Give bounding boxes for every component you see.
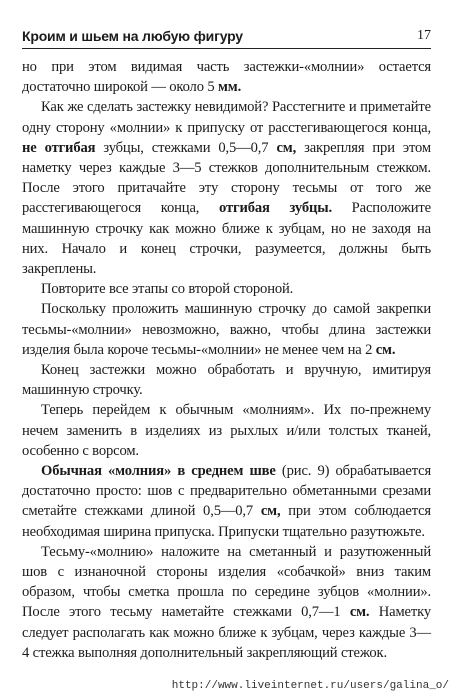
paragraph [22,299,431,360]
paragraph [22,97,431,279]
text-run: закрепляя при этом наметку через каждые 3—5 стежков дополнительным стежком. После этого притачайте эту сторону тесьмы от того же расстегивающегося конца, [22,139,431,217]
text-run: Поскольку проложить машинную строчку до самой закрепки тесьмы-«молнии» невозможно, важно, чтобы длина застежки изделия была короче тесьмы-«молнии» не менее чем на 2 [22,301,431,358]
text-run: при этом соблюдается необходимая ширина припуска. Припуски тщательно разутюжьте. [22,503,431,540]
bold-run: Обычная «молния» в среднем шве [41,463,276,480]
running-title: Кроим и шьем на любую фигуру [22,28,243,44]
text-run: Наметку следует располагать как можно ближе к зубцам, через каждые 3—4 стежка выполняя дополнительный закрепляющий стежок. [22,604,431,661]
bold-run: отгибая зубцы. [219,200,332,217]
text-run: (рис. 9) обрабатывается достаточно просто: шов с предварительно обметанными срезами сметайте стежками длиной 0,5—0,7 [22,463,432,520]
text-run: Теперь перейдем к обычным «молниям». Их по-прежнему нечем заменить в изделиях из рыхлых и/или толстых тканей, особенно с ворсом. [22,402,431,459]
bold-run: см. [349,604,370,621]
text-run: Конец застежки можно обработать и вручную, имитируя машинную строчку. [22,362,431,399]
body-text [22,57,431,663]
paragraph [22,360,431,400]
watermark-url: http://www.liveinternet.ru/users/galina_o/ [171,680,449,692]
bold-run: не отгибая [22,139,96,156]
text-run: Повторите все этапы со второй стороной. [41,281,294,298]
text-run: Как же сделать застежку невидимой? Расстегните и приметайте одну сторону «молнии» к припуску от расстегивающегося конца, [22,99,431,136]
paragraph [22,461,431,542]
bold-run: см. [375,341,396,358]
paragraph [22,542,431,663]
text-run: Расположите машинную строчку как можно ближе к зубцам, но не заходя на них. Начало и конец строчки, разумеется, должны быть закреплены. [22,200,431,278]
bold-run: см, [260,503,281,520]
text-run: зубцы, стежками 0,5—0,7 [95,139,277,156]
paragraph [22,279,431,299]
running-header [22,28,431,49]
bold-run: мм. [217,79,242,96]
paragraph [22,57,431,97]
page-number: 17 [417,28,431,43]
bold-run: см, [276,139,297,156]
text-run: Тесьму-«молнию» наложите на сметанный и разутюженный шов с изнаночной стороны изделия «собачкой» вниз таким образом, чтобы сметка прошла по середине зубцов «молнии». После этого тесьму наметайте стежками 0,7—1 [22,543,431,621]
text-run: но при этом видимая часть застежки-«молнии» остается достаточно широкой — около 5 [22,59,431,96]
paragraph [22,400,431,461]
